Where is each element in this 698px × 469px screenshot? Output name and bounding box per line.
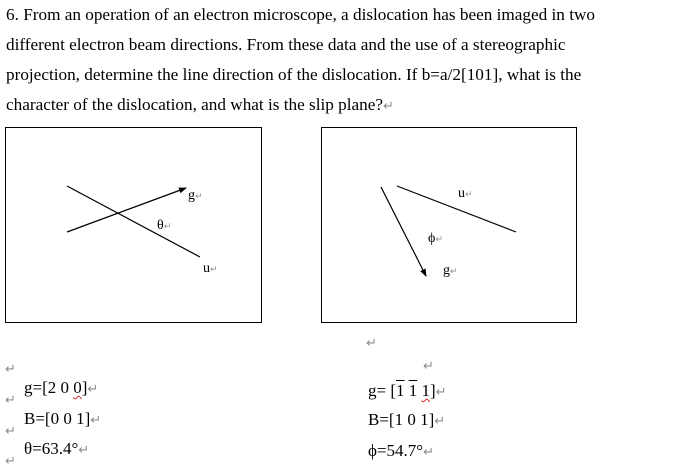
problem-line-3: projection, determine the line direction of the dislocation. If b=a/2[101], what is the — [6, 65, 582, 84]
problem-text — [6, 0, 694, 120]
problem-line-4-text: character of the dislocation, and what is the slip plane? — [6, 95, 384, 114]
right-g-equation: g= [1 1 1]↵ — [368, 381, 447, 400]
right-b-equation: B=[1 0 1]↵ — [368, 410, 446, 429]
u-label: u↵ — [458, 186, 473, 201]
problem-line-1: 6. From an operation of an electron microscope, a dislocation has been imaged in two — [6, 5, 595, 24]
paragraph-mark-icon: ↵ — [5, 362, 16, 377]
paragraph-mark-icon: ↵ — [5, 393, 16, 408]
problem-line-2: different electron beam directions. From these data and the use of a stereographic — [6, 35, 566, 54]
paragraph-mark-icon: ↵ — [366, 336, 377, 351]
right-angle-equation: ϕ=54.7°↵ — [368, 441, 434, 460]
figure-right — [321, 127, 577, 323]
paragraph-mark-icon: ↵ — [423, 359, 434, 374]
theta-label: θ↵ — [157, 218, 172, 233]
u-line — [67, 186, 200, 257]
paragraph-mark-icon: ↵ — [383, 99, 394, 114]
figure-right-diagram — [322, 128, 578, 324]
g-label: g↵ — [188, 188, 203, 203]
paragraph-mark-icon: ↵ — [5, 454, 16, 469]
left-g-equation: g=[2 0 0]↵ — [24, 378, 99, 397]
problem-line-4 — [6, 90, 694, 120]
phi-label: ϕ↵ — [428, 231, 443, 246]
figure-left — [5, 127, 262, 323]
g-vector-line — [381, 187, 426, 276]
left-angle-equation: θ=63.4°↵ — [24, 439, 90, 458]
u-line — [397, 186, 516, 232]
figure-left-diagram — [6, 128, 263, 324]
paragraph-mark-icon: ↵ — [5, 424, 16, 439]
left-b-equation: B=[0 0 1]↵ — [24, 409, 102, 428]
u-label: u↵ — [203, 261, 218, 276]
g-label: g↵ — [443, 263, 458, 278]
